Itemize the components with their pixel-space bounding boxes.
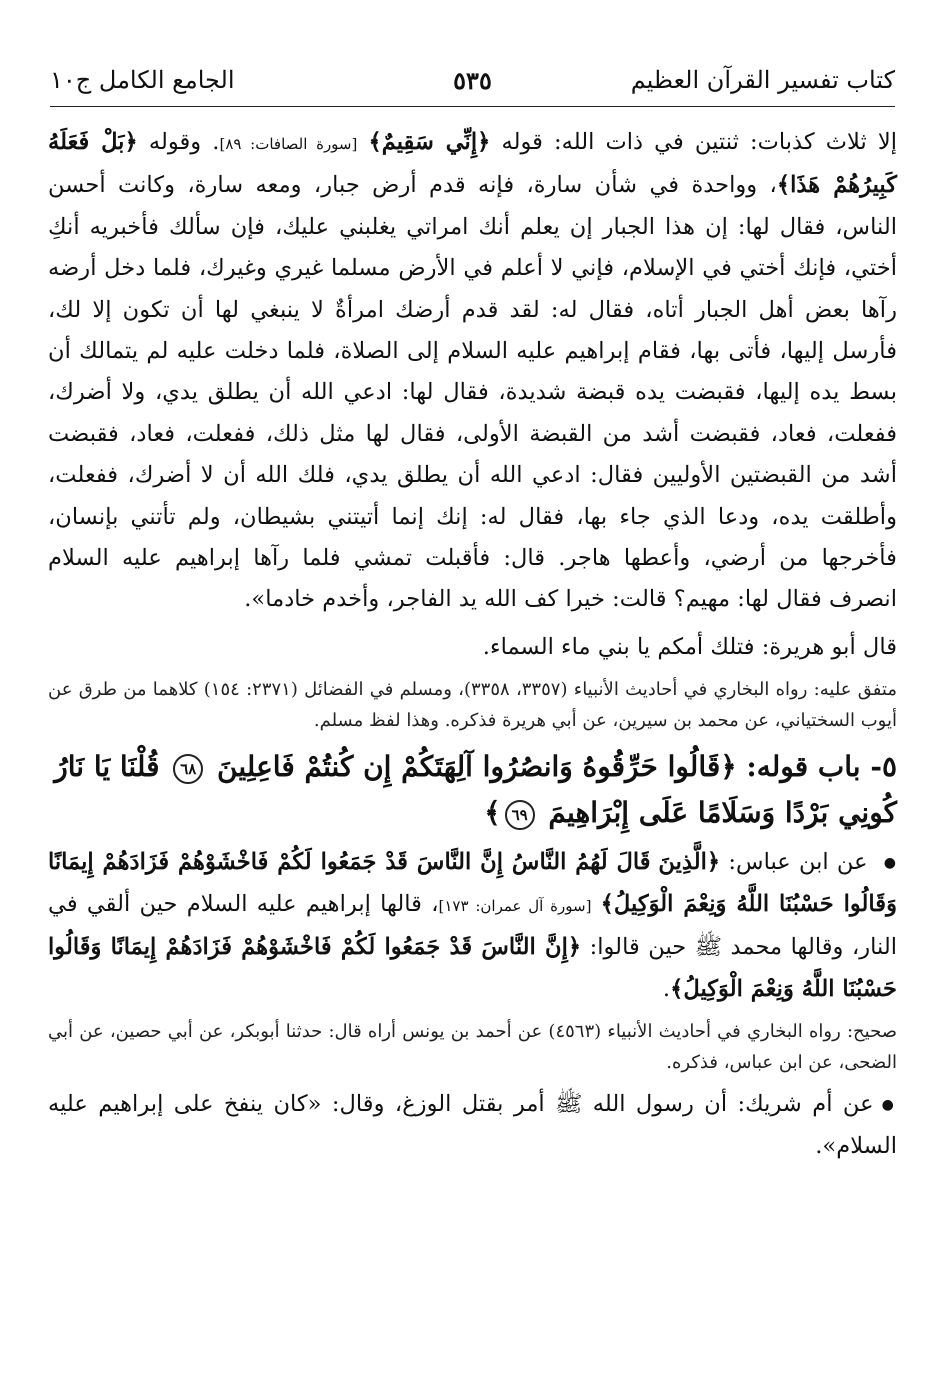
hadith-text: ● عن أم شريك: أن رسول الله ﷺ أمر بقتل الوزغ، وقال: «كان ينفخ على إبراهيم عليه السلام». xyxy=(48,1084,897,1167)
text-run: عن ابن عباس: xyxy=(728,849,868,876)
volume-label: الجامع الكامل ج١٠ xyxy=(50,66,235,94)
text-run: إلا ثلاث كذبات: ثنتين في ذات الله: قوله xyxy=(501,129,898,155)
book-title: كتاب تفسير القرآن العظيم xyxy=(630,66,895,94)
header-rule xyxy=(50,106,895,107)
text-run: ، قالها إبراهيم عليه السلام حين ألقي في النار، وقالها محمد ﷺ حين قالوا: xyxy=(48,890,898,961)
quran-quote: ﴿بَلْ فَعَلَهُ كَبِيرُهُمْ هَذَا﴾ xyxy=(48,129,898,199)
page-number: ٥٣٥ xyxy=(453,65,492,95)
quran-quote: ﴿إِنِّي سَقِيمٌ﴾ xyxy=(368,129,491,155)
narrator-comment: قال أبو هريرة: فتلك أمكم يا بني ماء السماء. xyxy=(482,633,897,660)
text-run: . وقوله xyxy=(148,129,220,155)
chapter-verse-b: قُلْنَا يَا نَارُ كُونِي بَرْدًا وَسَلَامًا عَلَى إِبْرَاهِيمَ xyxy=(54,750,897,830)
text-run: ، وواحدة في شأن سارة، فإنه قدم أرض جبار، ومعه سارة، وكانت أحسن الناس، فقال لها: إن هذا الجبار إن يعلم أنك امراتي يغلبني عليك، فإن سألك فأخبريه أنكِ أختي، فإنك أختي في الإسلام، فإني لا أعلم في الأرض مسلما غيري وغيرك، فلما دخل أرضه رآها بعض أهل الجبار أتاه، فقال له: لقد قدم أرضك امرأةٌ لا ينبغي لها أن تكون إلا لك، فأرسل إليها، فأتى بها، فقام إبراهيم عليه السلام إلى الصلاة، فلما دخلت عليه لم يتمالك أن بسط يده إليها، فقبضت يده قبضة شديدة، فقال لها: ادعي الله أن يطلق يدي، ولا أضرك، ففعلت، فعاد، فقبضت أشد من القبضة الأولى، فقال لها مثل ذلك، ففعلت، فعاد، فقبضت أشد من القبضتين الأوليين فقال: ادعي الله أن يطلق يدي، فلك الله أن لا أضرك، ففعلت، وأطلقت يده، ودعا الذي جاء بها، فقال له: إنك إنما أتيتني بشيطان، ولم تأتني بإنسان، فأخرجها من أرضي، وأعطها هاجر. قال: فأقبلت تمشي فلما رآها إبراهيم عليه السلام انصرف فقال لها: مهيم؟ قالت: خيرا كف الله يد الفاجر، وأخدم خادما». xyxy=(48,172,897,613)
takhrij-note: صحيح: رواه البخاري في أحاديث الأنبياء (٤٥٦٣) عن أحمد بن يونس أراه قال: حدثنا أبوبكر، عن أبي حصين، عن أبي الضحى، عن ابن عباس، فذكره. xyxy=(48,1021,897,1074)
hadith-text xyxy=(48,122,897,621)
text-run: . xyxy=(662,975,671,1002)
running-header xyxy=(50,58,895,102)
quran-quote: ﴿إِنَّ النَّاسَ قَدْ جَمَعُوا لَكُمْ فَاخْشَوْهُمْ فَزَادَهُمْ إِيمَانًا وَقَالُوا حَسْبُنَا اللَّهُ وَنِعْمَ الْوَكِيلُ﴾ xyxy=(48,934,897,1002)
page-body xyxy=(48,122,897,1167)
verse-number: ٦٨ xyxy=(173,754,203,784)
takhrij-note: متفق عليه: رواه البخاري في أحاديث الأنبياء (٣٣٥٧، ٣٣٥٨)، ومسلم في الفضائل (٢٣٧١: ١٥٤) كلاهما من طرق عن أيوب السختياني، عن محمد بن سيرين، عن أبي هريرة فذكره. وهذا لفظ مسلم. xyxy=(48,679,897,732)
chapter-verse-close: ﴾ xyxy=(484,796,501,830)
verse-number: ٦٩ xyxy=(505,800,535,830)
quran-reference: [سورة الصافات: ٨٩] xyxy=(219,135,358,153)
chapter-heading xyxy=(48,744,897,836)
chapter-verse-a: ﴿قَالُوا حَرِّقُوهُ وَانصُرُوا آلِهَتَكُمْ إِن كُنتُمْ فَاعِلِينَ xyxy=(217,750,737,784)
quran-reference: [سورة آل عمران: ١٧٣] xyxy=(438,896,592,915)
hadith-text xyxy=(48,842,897,1010)
quran-quote: ﴿الَّذِينَ قَالَ لَهُمُ النَّاسُ إِنَّ النَّاسَ قَدْ جَمَعُوا لَكُمْ فَاخْشَوْهُمْ فَزَادَهُمْ إِيمَانًا وَقَالُوا حَسْبُنَا اللَّهُ وَنِعْمَ الْوَكِيلُ﴾ xyxy=(48,849,898,917)
chapter-prefix: ٥- باب قوله: xyxy=(746,750,897,784)
